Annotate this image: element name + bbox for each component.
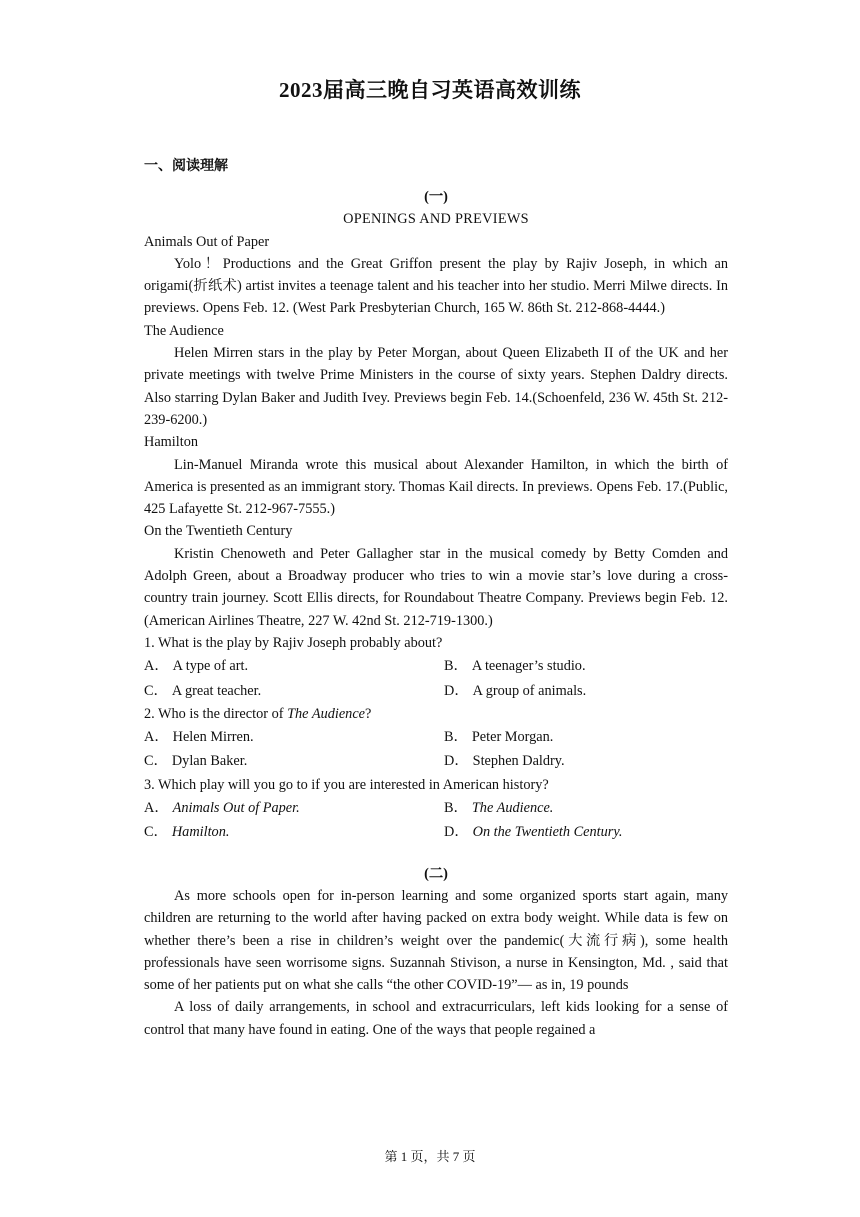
question-stem-text: 2. Who is the director of: [144, 705, 288, 722]
part-number: (一): [424, 189, 448, 205]
option-text: On the Twentieth Century.: [472, 824, 623, 841]
option-text: The Audience.: [471, 800, 554, 817]
entry-text: Yolo！Productions and the Great Griffon present the play by Rajiv Joseph, in which an origami(折纸术) artist invites a teenage talent and his teacher into her studio. Merri Milwe directs. In previews. Opens Feb. 12. (West Park Presbyterian Church, 165 W. 86th St. 212-868-4444.): [144, 255, 728, 317]
question-stem: [144, 703, 728, 725]
question-stem: 1. What is the play by Rajiv Joseph probably about?: [144, 634, 443, 651]
option-d: [444, 679, 728, 703]
option-text: Animals Out of Paper.: [172, 800, 300, 817]
option-c: [144, 749, 444, 773]
option-letter: A．: [144, 729, 169, 746]
option-text: Dylan Baker.: [171, 753, 248, 770]
option-letter: B．: [444, 729, 468, 746]
document-body: [144, 186, 728, 1041]
option-text: Peter Morgan.: [471, 729, 554, 746]
option-letter: B．: [444, 800, 468, 817]
option-c: [144, 679, 444, 703]
entry-name: Animals Out of Paper: [144, 233, 270, 250]
option-letter: A．: [144, 658, 169, 675]
option-text: Helen Mirren.: [172, 729, 254, 746]
question-stem-end: ?: [365, 705, 372, 722]
option-letter: C．: [144, 824, 168, 841]
option-b: [444, 654, 728, 678]
question-stem: 3. Which play will you go to if you are interested in American history?: [144, 776, 549, 793]
passage-paragraph: A loss of daily arrangements, in school and extracurriculars, left kids looking for a sense of control that many have found in eating. One of the ways that people regained a: [144, 999, 728, 1038]
option-d: [444, 749, 728, 773]
entry-text: Lin-Manuel Miranda wrote this musical about Alexander Hamilton, in which the birth of America is presented as an immigrant story. Thomas Kail directs. In previews. Opens Feb. 17.(Public, 425 Lafayette St. 212-967-7555.): [144, 456, 728, 518]
option-d: [444, 820, 728, 844]
entry-text: Kristin Chenoweth and Peter Gallagher star in the musical comedy by Betty Comden and Adolph Green, about a Broadway producer who tries to win a movie star’s love during a cross-country train journey. Scott Ellis directs, for Roundabout Theatre Company. Previews begin Feb. 12.(American Airlines Theatre, 227 W. 42nd St. 212-719-1300.): [144, 545, 728, 629]
option-letter: D．: [444, 682, 469, 699]
option-text: Stephen Daldry.: [472, 753, 565, 770]
option-a: [144, 654, 444, 678]
entry-name: Hamilton: [144, 434, 199, 451]
option-text: A group of animals.: [472, 682, 587, 699]
entry-name: The Audience: [144, 322, 224, 339]
answer-options: [144, 654, 728, 703]
option-c: [144, 820, 444, 844]
section-heading: 一、阅读理解: [144, 159, 228, 174]
option-letter: B．: [444, 658, 468, 675]
page-footer: 第 1 页，共 7 页: [384, 1149, 476, 1164]
option-letter: C．: [144, 682, 168, 699]
option-b: [444, 796, 728, 820]
option-text: A teenager’s studio.: [471, 658, 586, 675]
option-text: A type of art.: [172, 658, 249, 675]
question-stem-title: The Audience: [287, 705, 366, 722]
option-letter: A．: [144, 800, 169, 817]
option-text: A great teacher.: [171, 682, 262, 699]
entry-name: On the Twentieth Century: [144, 523, 293, 540]
answer-options: [144, 725, 728, 774]
option-a: [144, 725, 444, 749]
entry-text: Helen Mirren stars in the play by Peter Morgan, about Queen Elizabeth II of the UK and her private meetings with twelve Prime Ministers in the course of sixty years. Stephen Daldry directs. Also starring Dylan Baker and Judith Ivey. Previews begin Feb. 14.(Schoenfeld, 236 W. 45th St. 212-239-6200.): [144, 345, 728, 428]
option-letter: D．: [444, 824, 469, 841]
option-letter: C．: [144, 753, 168, 770]
option-letter: D．: [444, 753, 469, 770]
spacer: [144, 845, 728, 863]
option-b: [444, 725, 728, 749]
passage-paragraph: As more schools open for in-person learning and some organized sports start again, many children are returning to the world after having packed on extra body weight. While data is few on whether there’s been a rise in children’s weight over the pandemic(大流行病), some health professionals have seen worrisome signs. Suzannah Stivison, a nurse in Kensington, Md. , said that some of her patients put on what she calls “the other COVID-19”— as in, 19 pounds: [144, 887, 728, 994]
page-title: 2023届高三晚自习英语高效训练: [279, 78, 581, 102]
answer-options: [144, 796, 728, 845]
option-text: Hamilton.: [171, 824, 230, 841]
part-number: (二): [424, 865, 448, 882]
option-a: [144, 796, 444, 820]
part-heading: OPENINGS AND PREVIEWS: [343, 211, 529, 228]
